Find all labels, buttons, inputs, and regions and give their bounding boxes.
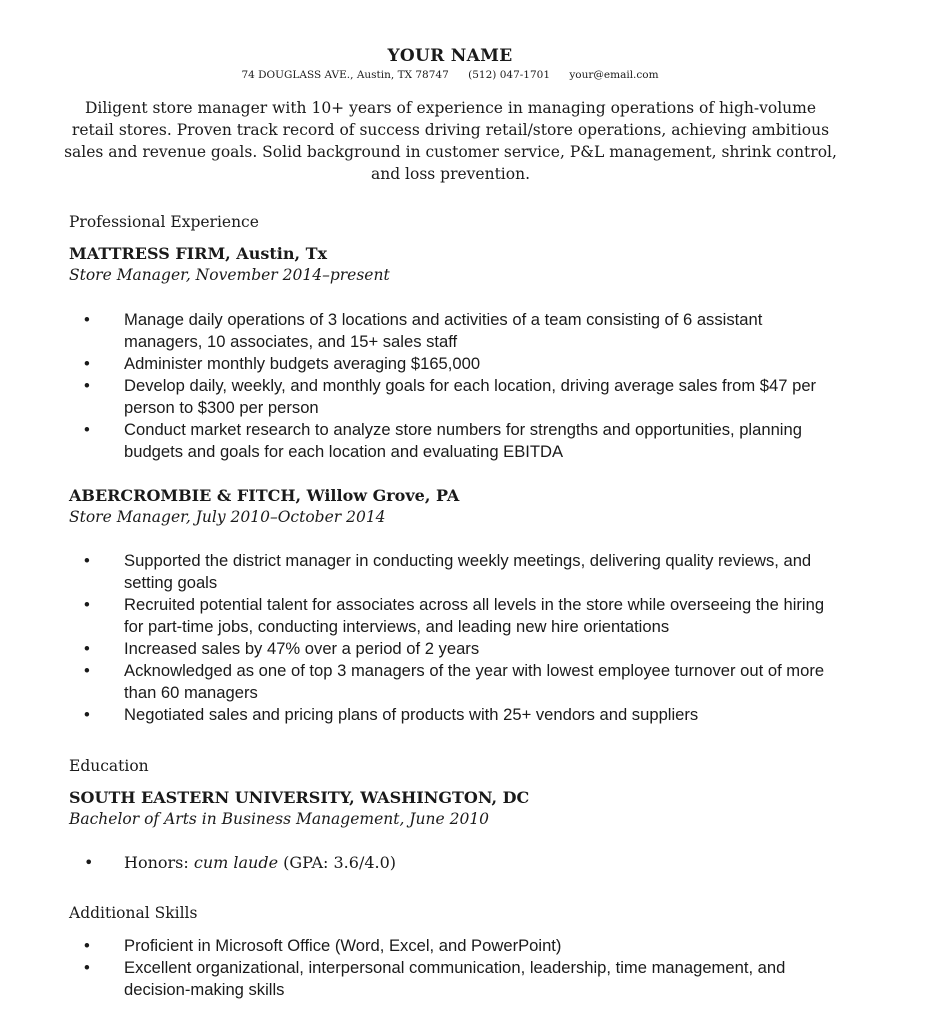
education-heading: Education	[69, 757, 149, 775]
role-1: Store Manager, November 2014–present	[69, 266, 390, 284]
list-item: • Manage daily operations of 3 locations and activities of a team consisting of 6 assistant managers, 10 associates, and 15+ sales staff	[84, 310, 763, 351]
bullet-icon: •	[84, 936, 90, 955]
bullet-icon: •	[84, 958, 90, 977]
school: SOUTH EASTERN UNIVERSITY, WASHINGTON, DC	[69, 788, 530, 807]
degree: Bachelor of Arts in Business Management, June 2010	[69, 810, 490, 828]
bullet-icon: •	[84, 310, 90, 329]
skills-bullets	[0, 935, 840, 1001]
phone: (512) 047-1701	[468, 69, 551, 81]
bullet-icon: •	[84, 376, 90, 395]
honors: • Honors: cum laude (GPA: 3.6/4.0)	[84, 853, 397, 872]
list-item: • Administer monthly budgets averaging $165,000	[84, 354, 481, 373]
job-1-bullets	[0, 309, 840, 463]
list-item: • Conduct market research to analyze store numbers for strengths and opportunities, planning budgets and goals for each location and evaluating EBITDA	[84, 420, 802, 461]
contact-line	[0, 69, 900, 81]
bullet-icon: •	[84, 661, 90, 680]
summary: Diligent store manager with 10+ years of experience in managing operations of high-volume retail stores. Proven track record of success driving retail/store operations, achieving ambitious sales and revenue goals. Solid background in customer service, P&L management, shrink control, and loss prevention.	[64, 99, 837, 183]
skills-heading: Additional Skills	[69, 904, 198, 922]
education-bullets	[0, 852, 840, 874]
list-item: • Supported the district manager in conducting weekly meetings, delivering quality reviews, and setting goals	[84, 551, 812, 592]
bullet-icon: •	[84, 639, 90, 658]
resume-name: YOUR NAME	[387, 46, 513, 66]
bullet-icon: •	[84, 551, 90, 570]
experience-heading: Professional Experience	[69, 213, 259, 231]
list-item: • Recruited potential talent for associates across all levels in the store while overseeing the hiring for part-time jobs, conducting interviews, and leading new hire orientations	[84, 595, 825, 636]
role-2: Store Manager, July 2010–October 2014	[69, 508, 386, 526]
employer-2: ABERCROMBIE & FITCH, Willow Grove, PA	[69, 486, 460, 505]
employer-1: MATTRESS FIRM, Austin, Tx	[69, 244, 328, 263]
list-item: • Acknowledged as one of top 3 managers of the year with lowest employee turnover out of more than 60 managers	[84, 661, 825, 702]
job-2-bullets	[0, 550, 840, 726]
bullet-icon: •	[84, 420, 90, 439]
list-item: • Negotiated sales and pricing plans of products with 25+ vendors and suppliers	[84, 705, 699, 724]
list-item: • Proficient in Microsoft Office (Word, Excel, and PowerPoint)	[84, 936, 562, 955]
bullet-icon: •	[84, 595, 90, 614]
bullet-icon: •	[84, 705, 90, 724]
bullet-icon: •	[84, 354, 90, 373]
list-item: • Develop daily, weekly, and monthly goals for each location, driving average sales from $47 per person to $300 per person	[84, 376, 817, 417]
list-item: • Increased sales by 47% over a period of 2 years	[84, 639, 480, 658]
address: 74 DOUGLASS AVE., Austin, TX 78747	[241, 69, 449, 81]
email[interactable]: your@email.com	[569, 69, 659, 81]
bullet-icon: •	[84, 853, 94, 872]
list-item: • Excellent organizational, interpersonal communication, leadership, time management, and decision-making skills	[84, 958, 786, 999]
